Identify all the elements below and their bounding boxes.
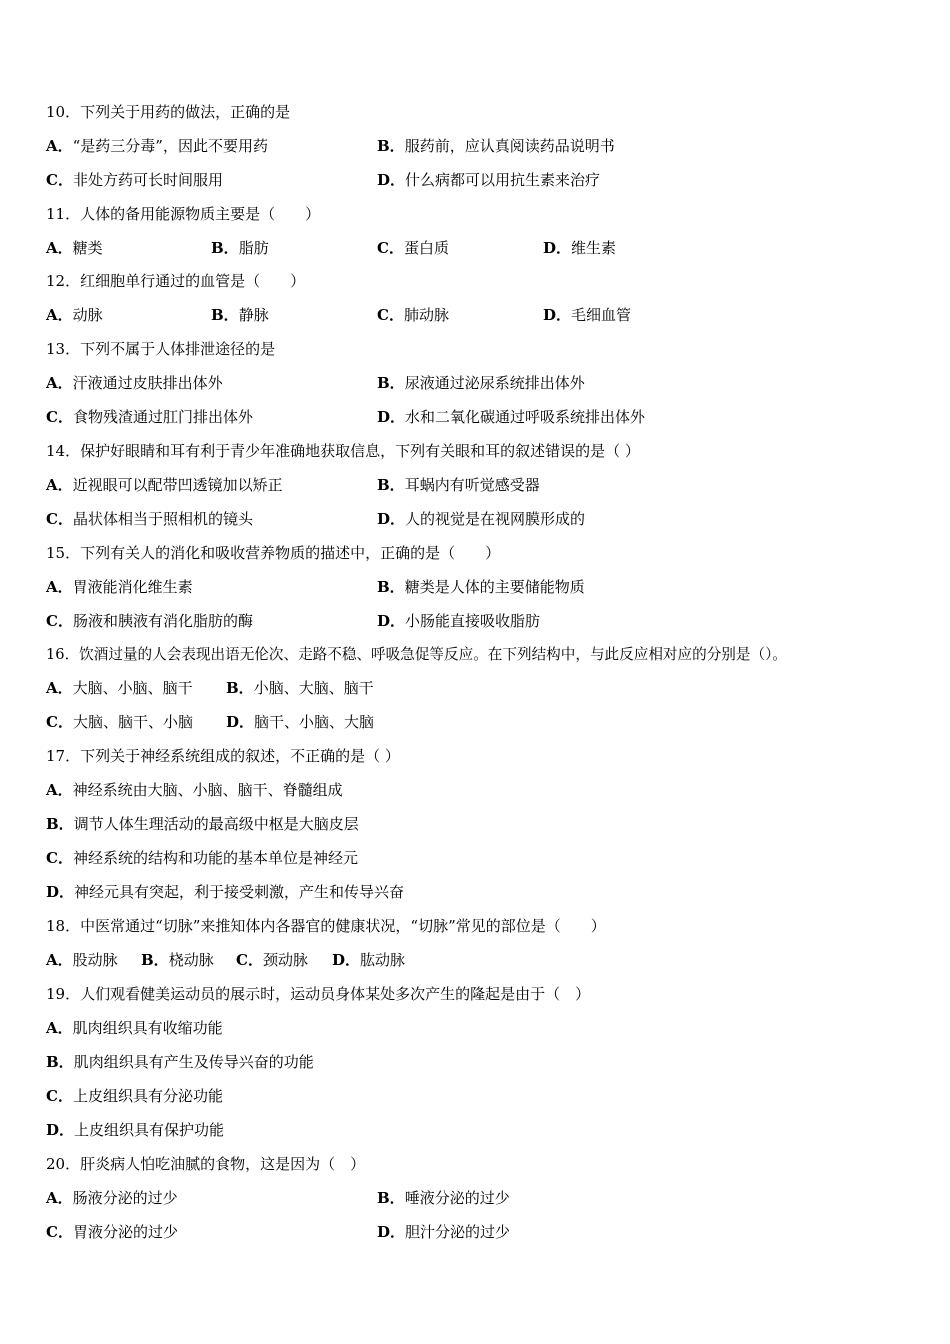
option-a: A．“是药三分毒”，因此不要用药 [46,137,268,155]
option-c: C．晶状体相当于照相机的镜头 [46,510,253,528]
option-a: A．动脉 [46,306,103,324]
question-10-stem: 10．下列关于用药的做法，正确的是 [46,103,291,121]
option-d: D．维生素 [543,239,617,257]
question-18-stem: 18．中医常通过“切脉”来推知体内各器官的健康状况，“切脉”常见的部位是（ ） [46,917,606,935]
option-c: C．胃液分泌的过少 [46,1223,178,1241]
option-c: C．蛋白质 [377,239,449,257]
option-b: B．唾液分泌的过少 [377,1189,510,1207]
question-17-option-d: D．神经元具有突起，利于接受刺激，产生和传导兴奋 [46,883,405,901]
option-b: B．小脑、大脑、脑干 [226,679,374,697]
option-d: D．人的视觉是在视网膜形成的 [377,510,586,528]
question-11-stem: 11．人体的备用能源物质主要是（ ） [46,205,321,223]
option-b: B．静脉 [211,306,269,324]
option-a: A．胃液能消化维生素 [46,578,193,596]
question-19-option-a: A．肌肉组织具有收缩功能 [46,1019,223,1037]
question-14-stem: 14．保护好眼睛和耳有利于青少年准确地获取信息，下列有关眼和耳的叙述错误的是（ ） [46,442,640,460]
option-b: B．糖类是人体的主要储能物质 [377,578,585,596]
question-17-option-a: A．神经系统由大脑、小脑、脑干、脊髓组成 [46,781,343,799]
question-19-option-c: C．上皮组织具有分泌功能 [46,1087,223,1105]
option-d: D．肱动脉 [332,951,406,969]
question-15-stem: 15．下列有关人的消化和吸收营养物质的描述中，正确的是（ ） [46,544,501,562]
option-a: A．糖类 [46,239,103,257]
option-b: B．耳蜗内有听觉感受器 [377,476,540,494]
option-d: D．小肠能直接吸收脂肪 [377,612,541,630]
question-13-stem: 13．下列不属于人体排泄途径的是 [46,340,276,358]
option-d: D．水和二氧化碳通过呼吸系统排出体外 [377,408,646,426]
option-a: A．股动脉 [46,951,118,969]
option-c: C．大脑、脑干、小脑 [46,713,193,731]
option-d: D．脑干、小脑、大脑 [226,713,375,731]
option-a: A．近视眼可以配带凹透镜加以矫正 [46,476,283,494]
option-a: A．大脑、小脑、脑干 [46,679,193,697]
question-17-option-b: B．调节人体生理活动的最高级中枢是大脑皮层 [46,815,359,833]
option-c: C．颈动脉 [236,951,308,969]
option-d: D．毛细血管 [543,306,632,324]
question-19-option-d: D．上皮组织具有保护功能 [46,1121,225,1139]
option-b: B．服药前，应认真阅读药品说明书 [377,137,615,155]
option-b: B．尿液通过泌尿系统排出体外 [377,374,585,392]
question-17-option-c: C．神经系统的结构和功能的基本单位是神经元 [46,849,358,867]
option-b: B．桡动脉 [141,951,214,969]
option-c: C．肠液和胰液有消化脂肪的酶 [46,612,253,630]
question-17-stem: 17．下列关于神经系统组成的叙述，不正确的是（ ） [46,747,400,765]
question-12-stem: 12．红细胞单行通过的血管是（ ） [46,272,306,290]
option-d: D．胆汁分泌的过少 [377,1223,511,1241]
question-20-stem: 20．肝炎病人怕吃油腻的食物，这是因为（ ） [46,1155,366,1173]
option-b: B．脂肪 [211,239,269,257]
option-d: D．什么病都可以用抗生素来治疗 [377,171,601,189]
option-c: C．非处方药可长时间服用 [46,171,223,189]
option-c: C．食物残渣通过肛门排出体外 [46,408,253,426]
question-19-option-b: B．肌肉组织具有产生及传导兴奋的功能 [46,1053,314,1071]
option-a: A．汗液通过皮肤排出体外 [46,374,223,392]
option-a: A．肠液分泌的过少 [46,1189,178,1207]
question-16-stem: 16．饮酒过量的人会表现出语无伦次、走路不稳、呼吸急促等反应。在下列结构中，与此反应相对应的分别是（）。 [46,646,787,663]
question-19-stem: 19．人们观看健美运动员的展示时，运动员身体某处多次产生的隆起是由于（ ） [46,985,591,1003]
option-c: C．肺动脉 [377,306,449,324]
